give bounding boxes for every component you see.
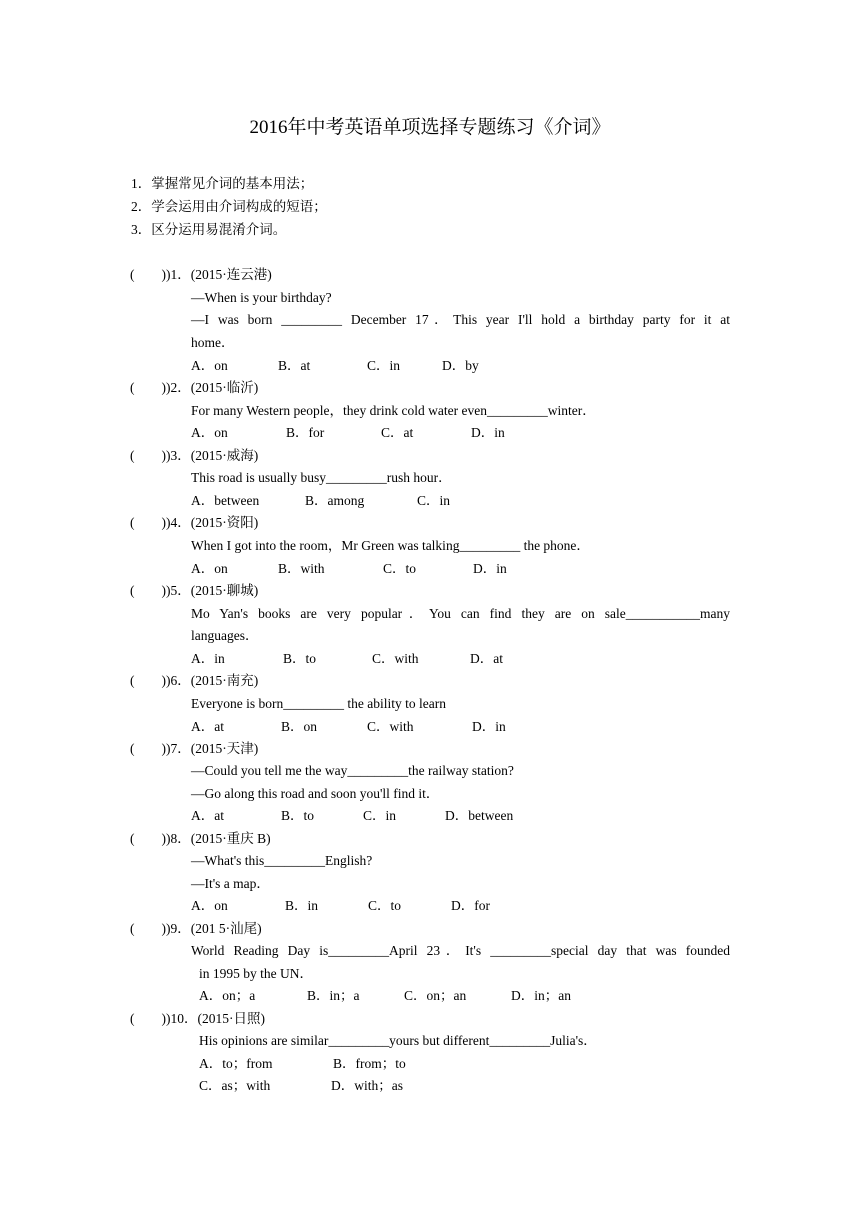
option-d[interactable]: D．by xyxy=(442,358,479,373)
option-c[interactable]: C．with xyxy=(372,651,419,666)
option-a[interactable]: A．to；from xyxy=(199,1056,273,1071)
question-number: )7．(2015·天津) xyxy=(166,741,259,756)
question-number: )9．(201 5·汕尾) xyxy=(166,921,262,936)
question-text: His opinions are similar_________yours but different_________Julia's． xyxy=(199,1033,597,1048)
option-c[interactable]: C．in xyxy=(363,808,397,823)
answer-paren[interactable]: ( ) xyxy=(130,673,166,688)
option-c[interactable]: C．as；with xyxy=(199,1078,271,1093)
question-text: Everyone is born_________ the ability to learn xyxy=(191,696,446,711)
objective-1: 1．掌握常见介词的基本用法； xyxy=(131,176,314,191)
question-text: For many Western people，they drink cold water even_________winter． xyxy=(191,403,596,418)
option-c[interactable]: C．in xyxy=(367,358,401,373)
option-b[interactable]: B．with xyxy=(278,561,325,576)
option-a[interactable]: A．on xyxy=(191,358,228,373)
question-text: Mo Yan's books are very popular．You can find they are on sale___________many xyxy=(191,606,730,621)
question-text: languages． xyxy=(191,628,259,643)
option-b[interactable]: B．in；a xyxy=(307,988,360,1003)
option-c[interactable]: C．in xyxy=(417,493,451,508)
option-a[interactable]: A．between xyxy=(191,493,260,508)
question-text: in 1995 by the UN． xyxy=(199,966,313,981)
option-a[interactable]: A．at xyxy=(191,719,224,734)
option-c[interactable]: C．to xyxy=(368,898,402,913)
option-b[interactable]: B．in xyxy=(285,898,319,913)
option-a[interactable]: A．on；a xyxy=(199,988,256,1003)
option-b[interactable]: B．to xyxy=(281,808,315,823)
option-a[interactable]: A．on xyxy=(191,561,228,576)
option-c[interactable]: C．at xyxy=(381,425,414,440)
answer-paren[interactable]: ( ) xyxy=(130,267,166,282)
answer-paren[interactable]: ( ) xyxy=(130,448,166,463)
option-b[interactable]: B．from；to xyxy=(333,1056,406,1071)
answer-paren[interactable]: ( ) xyxy=(130,831,166,846)
option-c[interactable]: C．with xyxy=(367,719,414,734)
page-title: 2016年中考英语单项选择专题练习《介词》 xyxy=(249,117,611,138)
answer-paren[interactable]: ( ) xyxy=(130,741,166,756)
option-c[interactable]: C．on；an xyxy=(404,988,467,1003)
option-b[interactable]: B．at xyxy=(278,358,311,373)
option-d[interactable]: D．with；as xyxy=(331,1078,403,1093)
option-a[interactable]: A．on xyxy=(191,425,228,440)
question-number: )3．(2015·威海) xyxy=(166,448,259,463)
answer-paren[interactable]: ( ) xyxy=(130,1011,166,1026)
option-b[interactable]: B．to xyxy=(283,651,317,666)
question-text: —Go along this road and soon you'll find it． xyxy=(191,786,440,801)
option-a[interactable]: A．on xyxy=(191,898,228,913)
option-b[interactable]: B．among xyxy=(305,493,365,508)
answer-paren[interactable]: ( ) xyxy=(130,515,166,530)
question-text: —It's a map． xyxy=(191,876,270,891)
question-number: )8．(2015·重庆 B) xyxy=(166,831,271,846)
question-text: When I got into the room，Mr Green was talking_________ the phone． xyxy=(191,538,590,553)
objective-2: 2．学会运用由介词构成的短语； xyxy=(131,199,327,214)
question-number: )10．(2015·日照) xyxy=(166,1011,265,1026)
answer-paren[interactable]: ( ) xyxy=(130,380,166,395)
question-text: World Reading Day is_________April 23．It's _________special day that was founded xyxy=(191,943,730,958)
option-d[interactable]: D．for xyxy=(451,898,490,913)
option-d[interactable]: D．in xyxy=(472,719,506,734)
question-text: home． xyxy=(191,335,235,350)
question-number: )4．(2015·资阳) xyxy=(166,515,259,530)
question-number: )1．(2015·连云港) xyxy=(166,267,272,282)
answer-paren[interactable]: ( ) xyxy=(130,921,166,936)
question-number: )5．(2015·聊城) xyxy=(166,583,259,598)
option-d[interactable]: D．in；an xyxy=(511,988,571,1003)
option-d[interactable]: D．at xyxy=(470,651,503,666)
answer-paren[interactable]: ( ) xyxy=(130,583,166,598)
option-b[interactable]: B．on xyxy=(281,719,318,734)
question-text: —When is your birthday? xyxy=(191,290,332,305)
objective-3: 3．区分运用易混淆介词。 xyxy=(131,222,287,237)
option-a[interactable]: A．in xyxy=(191,651,225,666)
question-text: —What's this_________English? xyxy=(191,853,373,868)
question-text: —I was born _________ December 17．This year I'll hold a birthday party for it at xyxy=(191,312,730,327)
question-number: )6．(2015·南充) xyxy=(166,673,259,688)
option-a[interactable]: A．at xyxy=(191,808,224,823)
question-number: )2．(2015·临沂) xyxy=(166,380,259,395)
question-text: —Could you tell me the way_________the railway station? xyxy=(191,763,514,778)
option-b[interactable]: B．for xyxy=(286,425,325,440)
option-d[interactable]: D．in xyxy=(473,561,507,576)
option-c[interactable]: C．to xyxy=(383,561,417,576)
option-d[interactable]: D．between xyxy=(445,808,514,823)
option-d[interactable]: D．in xyxy=(471,425,505,440)
question-text: This road is usually busy_________rush hour． xyxy=(191,470,452,485)
